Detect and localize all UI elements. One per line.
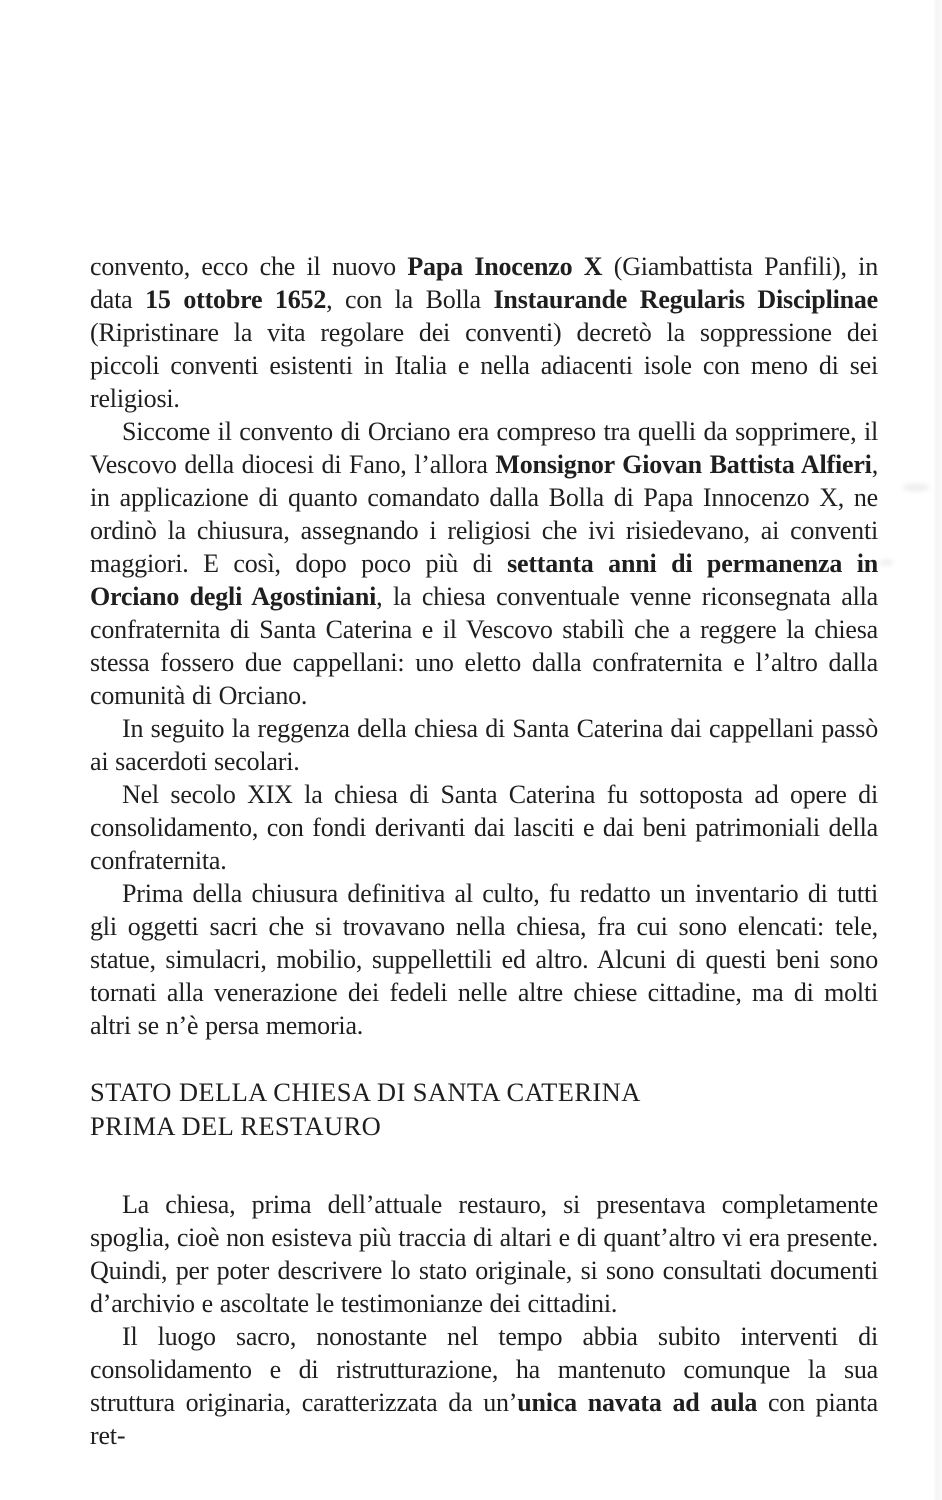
body-text: (Ripristinare la vita regolare dei conventi) decretò la soppressione dei piccoli conventi esistenti in Italia e nella adiacenti isole con meno di sei religiosi. (90, 318, 878, 413)
body-text: In seguito la reggenza della chiesa di Santa Caterina dai cappellani passò ai sacerdoti secolari. (90, 714, 878, 776)
body-text: , con la Bolla (326, 285, 494, 314)
body-text: , la chiesa conventuale venne riconsegnata alla confraternita di Santa Caterina e il Vescovo stabilì che a reggere la chiesa stessa fossero due cappellani: uno eletto dalla confraternita e l’altro dalla comunità di Orciano. (90, 582, 878, 710)
body-text: convento, ecco che il nuovo (90, 252, 408, 281)
section-heading-line: PRIMA DEL RESTAURO (90, 1111, 382, 1141)
body-text: Il luogo sacro, nonostante nel tempo abbia subito interventi di consolidamento e di ristrutturazione, ha mantenuto comunque la sua struttura originaria, caratterizzata da un’ (90, 1322, 878, 1417)
paragraph (90, 712, 878, 778)
scan-smudge (902, 483, 930, 492)
bold-text: Instaurande Regularis Disciplinae (493, 285, 879, 314)
body-text: La chiesa, prima dell’attuale restauro, si presentava completamente spoglia, cioè non esisteva più traccia di altari e di quant’altro vi era presente. Quindi, per poter descrivere lo stato originale, si sono consultati documenti d’archivio e ascoltate le testimonianze dei cittadini. (90, 1190, 878, 1318)
paragraph (90, 415, 878, 712)
paragraph (90, 1320, 878, 1452)
bold-text: Monsignor Giovan Battista Alfieri (495, 450, 872, 479)
bold-text: unica navata ad aula (517, 1388, 758, 1417)
paragraph (90, 1188, 878, 1320)
section-heading-line: STATO DELLA CHIESA DI SANTA CATERINA (90, 1077, 641, 1107)
paragraph (90, 778, 878, 877)
body-text: Siccome il convento di Orciano era compreso tra quelli da sopprimere, il Vescovo della diocesi di Fano, l’allora (90, 417, 878, 479)
paragraph (90, 877, 878, 1042)
page-text-content (90, 250, 878, 1452)
paragraph (90, 250, 878, 415)
body-text: Nel secolo XIX la chiesa di Santa Caterina fu sottoposta ad opere di consolidamento, con fondi derivanti dai lasciti e dai beni patrimoniali della confraternita. (90, 780, 878, 875)
body-text: (Giambattista Panfili), in data (90, 252, 878, 314)
scan-smudge (879, 559, 894, 566)
body-text: Prima della chiusura definitiva al culto, fu redatto un inventario di tutti gli oggetti sacri che si trovavano nella chiesa, fra cui sono elencati: tele, statue, simulacri, mobilio, suppellettili ed altro. Alcuni di questi beni sono tornati alla venerazione dei fedeli nelle altre chiese cittadine, ma di molti altri se n’è persa memoria. (90, 879, 878, 1040)
body-text: , in applicazione di quanto comandato dalla Bolla di Papa Innocenzo X, ne ordinò la chiusura, assegnando i religiosi che ivi risiedevano, ai conventi maggiori. E così, dopo poco più di (90, 450, 879, 578)
page-scan-edge (933, 0, 942, 1500)
body-text: con pianta ret- (90, 1388, 879, 1450)
section-heading (90, 1075, 878, 1143)
bold-text: settanta anni di permanenza in Orciano degli Agostiniani (90, 549, 878, 611)
bold-text: Papa Inocenzo X (407, 252, 603, 281)
bold-text: 15 ottobre 1652 (145, 285, 327, 314)
